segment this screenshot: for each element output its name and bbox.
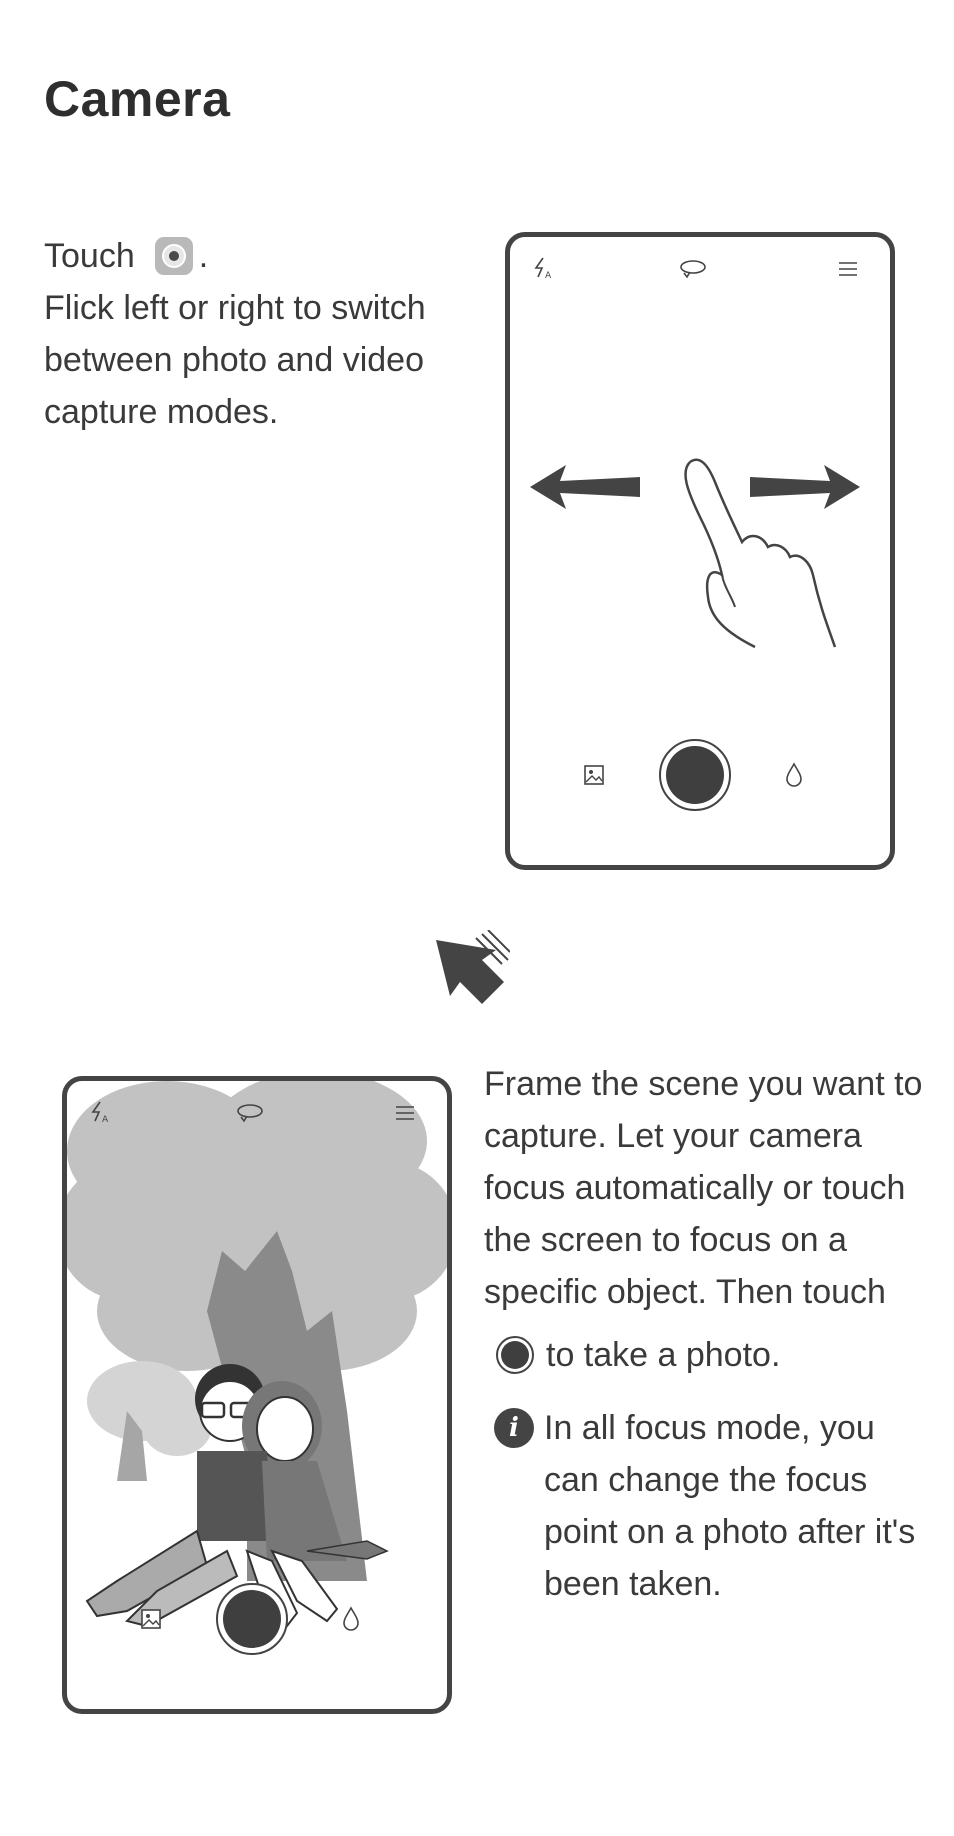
phone-scene-illustration [62, 1076, 452, 1714]
filter-droplet-icon [782, 761, 806, 789]
down-left-arrow-icon [430, 930, 510, 1010]
flash-auto-icon [87, 1099, 113, 1125]
touch-label: Touch [44, 237, 135, 275]
shutter-inline-icon [496, 1336, 534, 1374]
intro-text-block [44, 230, 464, 438]
flash-auto-icon [530, 255, 556, 281]
menu-icon [393, 1101, 417, 1125]
info-icon: i [494, 1408, 534, 1448]
touch-suffix: . [198, 237, 209, 275]
svg-text:A: A [102, 1115, 109, 1125]
rotate-camera-icon [678, 257, 708, 281]
take-photo-text: to take a photo. [546, 1336, 781, 1374]
description-body: Frame the scene you want to capture. Let your camera focus automatically or touch the screen to focus on a specific object. Then touch [484, 1065, 923, 1311]
rotate-camera-icon [235, 1101, 265, 1125]
focus-note [494, 1402, 934, 1610]
svg-text:A: A [545, 271, 552, 281]
filter-droplet-icon [339, 1605, 363, 1633]
swipe-arrows-hand [510, 447, 890, 677]
gallery-icon [139, 1607, 163, 1631]
page-title: Camera [44, 71, 231, 127]
camera-app-icon [155, 237, 193, 275]
intro-body: Flick left or right to switch between photo and video capture modes. [44, 289, 426, 431]
menu-icon [836, 257, 860, 281]
gallery-icon [582, 763, 606, 787]
shutter-button [216, 1583, 288, 1655]
shutter-button [659, 739, 731, 811]
note-text: In all focus mode, you can change the focus point on a photo after it's been taken. [544, 1409, 916, 1603]
phone-swipe-illustration [505, 232, 895, 870]
take-photo-line [496, 1329, 780, 1381]
